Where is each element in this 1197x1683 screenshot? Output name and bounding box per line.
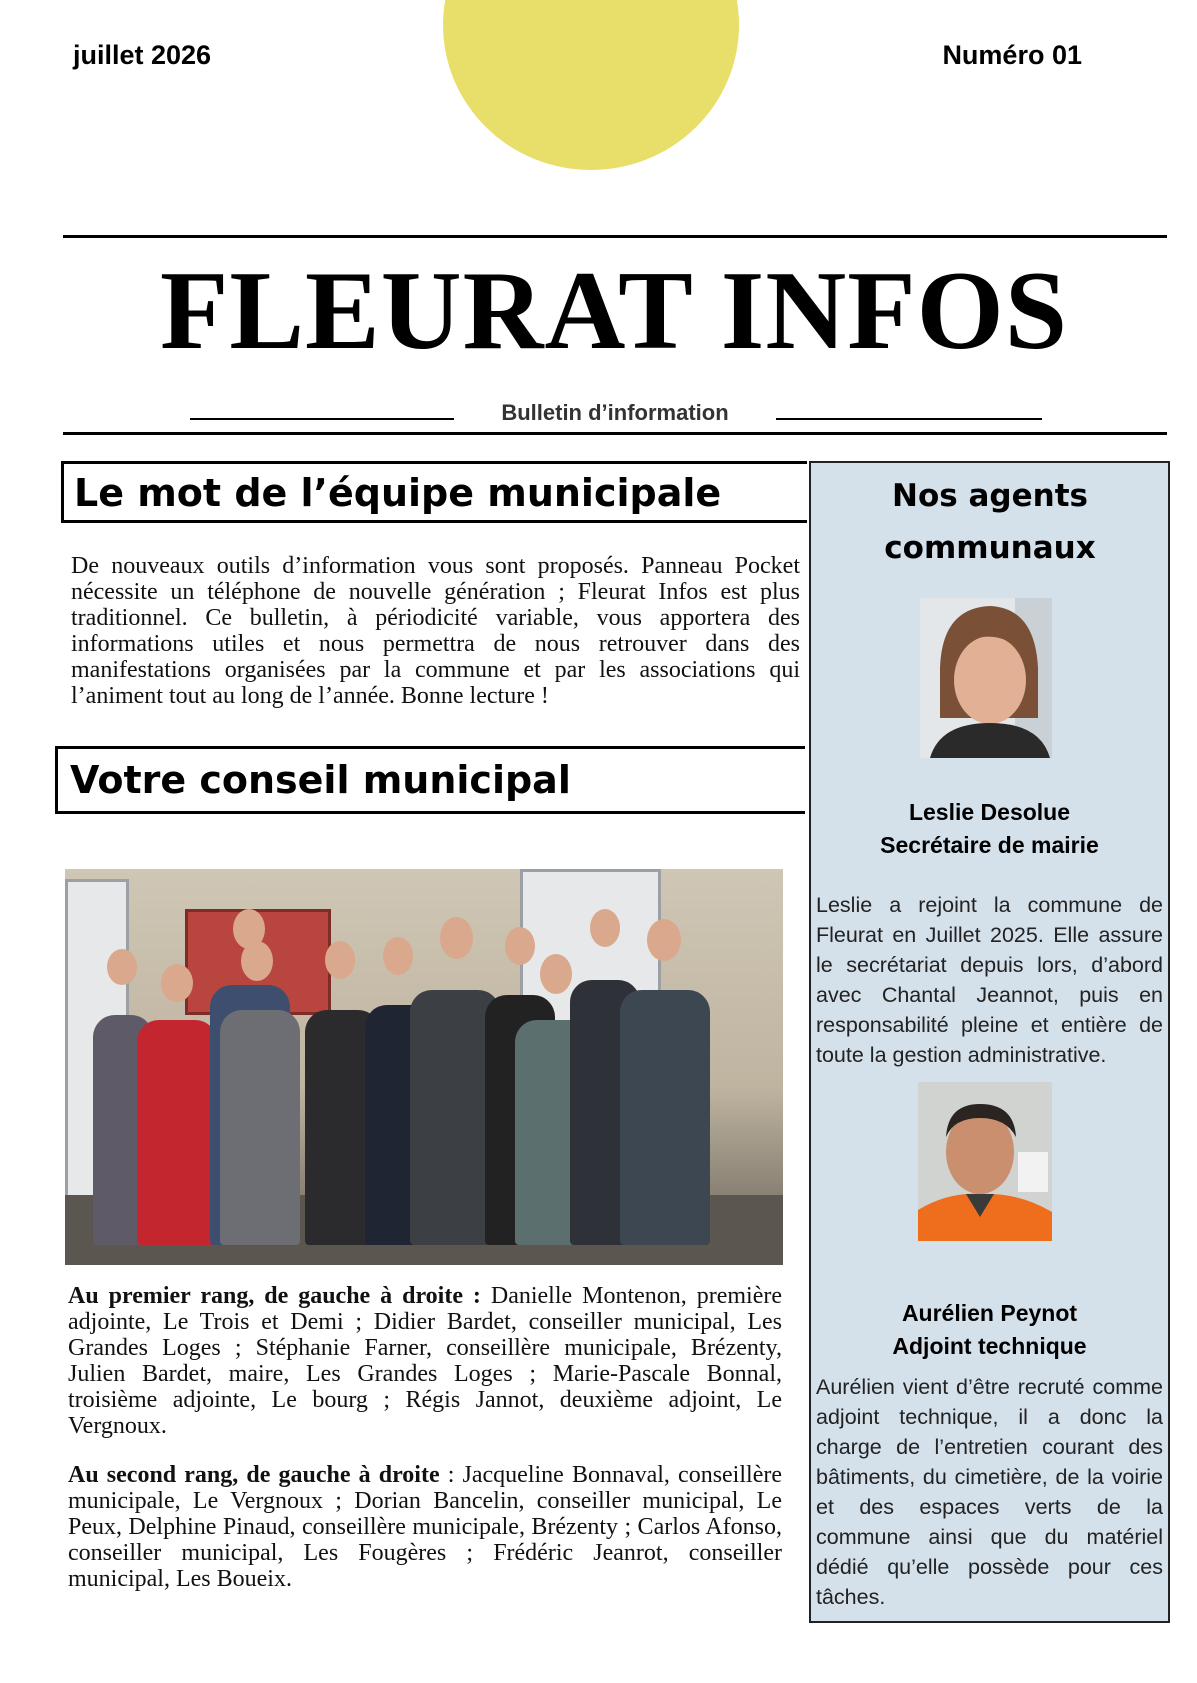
masthead-title: FLEURAT INFOS xyxy=(159,249,1069,373)
agent-photo-leslie xyxy=(920,598,1052,758)
agent-photo-aurelien xyxy=(918,1082,1052,1241)
agent-name-aurelien: Aurélien Peynot xyxy=(901,1300,1078,1326)
agent-description-aurelien: Aurélien vient d’être recruté comme adjoint technique, il a donc la charge de l’entretien courant des bâtiments, du cimetière, de la voirie et des espaces verts de la commune ainsi que du matériel dédié qu’elle possède pour ces tâches. xyxy=(816,1375,1163,1609)
issue-date: juillet 2026 xyxy=(73,40,212,70)
sidebar-title: Nos agents communaux xyxy=(884,478,1096,566)
masthead-subtitle: Bulletin d’information xyxy=(501,400,729,425)
agent-name-block-2 xyxy=(809,1297,1170,1363)
second-row-caption xyxy=(68,1462,782,1592)
agent-name-leslie: Leslie Desolue xyxy=(908,799,1071,825)
decorative-sun-circle xyxy=(443,0,739,170)
section-heading-team xyxy=(61,461,807,523)
agent-role-leslie: Secrétaire de mairie xyxy=(880,832,1099,858)
second-row-caption-lead: Au second rang, de gauche à droite xyxy=(68,1462,440,1488)
council-group-photo xyxy=(65,869,783,1265)
first-row-caption-lead: Au premier rang, de gauche à droite : xyxy=(68,1283,481,1309)
agent-name-block-1 xyxy=(809,796,1170,862)
agent-description-leslie: Leslie a rejoint la commune de Fleurat en Juillet 2025. Elle assure le secrétariat depuis lors, d’abord avec Chantal Jeannot, puis en responsabilité pleine et entière de toute la gestion administrative. xyxy=(816,893,1163,1067)
top-rule xyxy=(63,235,1167,238)
first-row-caption xyxy=(68,1283,782,1439)
section-heading-council-text: Votre conseil municipal xyxy=(70,758,571,802)
section-heading-council xyxy=(55,746,805,814)
issue-number: Numéro 01 xyxy=(942,40,1082,70)
agent-role-aurelien: Adjoint technique xyxy=(892,1333,1087,1359)
second-row-caption-text: : Jacqueline Bonnaval, conseillère municipale, Le Vergnoux ; Dorian Bancelin, conseiller municipal, Le Peux, Delphine Pinaud, conseillère municipale, Brézenty ; Carlos Afonso, conseiller municipal, Les Fougères ; Frédéric Jeanrot, conseiller municipal, Les Boueix. xyxy=(68,1462,782,1592)
team-intro-text: De nouveaux outils d’information vous sont proposés. Panneau Pocket nécessite un téléphone de nouvelle génération ; Fleurat Infos est plus traditionnel. Ce bulletin, à périodicité variable, vous apportera des informations utiles et nous permettra de nous retrouver dans des manifestations organisées par la commune et par les associations qui l’animent tout au long de l’année. Bonne lecture ! xyxy=(71,553,800,709)
bottom-rule xyxy=(63,432,1167,435)
first-row-caption-text: Danielle Montenon, première adjointe, Le Trois et Demi ; Didier Bardet, conseiller municipal, Les Grandes Loges ; Stéphanie Farner, conseillère municipale, Brézenty, Julien Bardet, maire, Les Grandes Loges ; Marie-Pascale Bonnal, troisième adjointe, Le bourg ; Régis Jannot, deuxième adjoint, Le Vergnoux. xyxy=(68,1283,782,1439)
section-heading-team-text: Le mot de l’équipe municipale xyxy=(74,471,722,515)
